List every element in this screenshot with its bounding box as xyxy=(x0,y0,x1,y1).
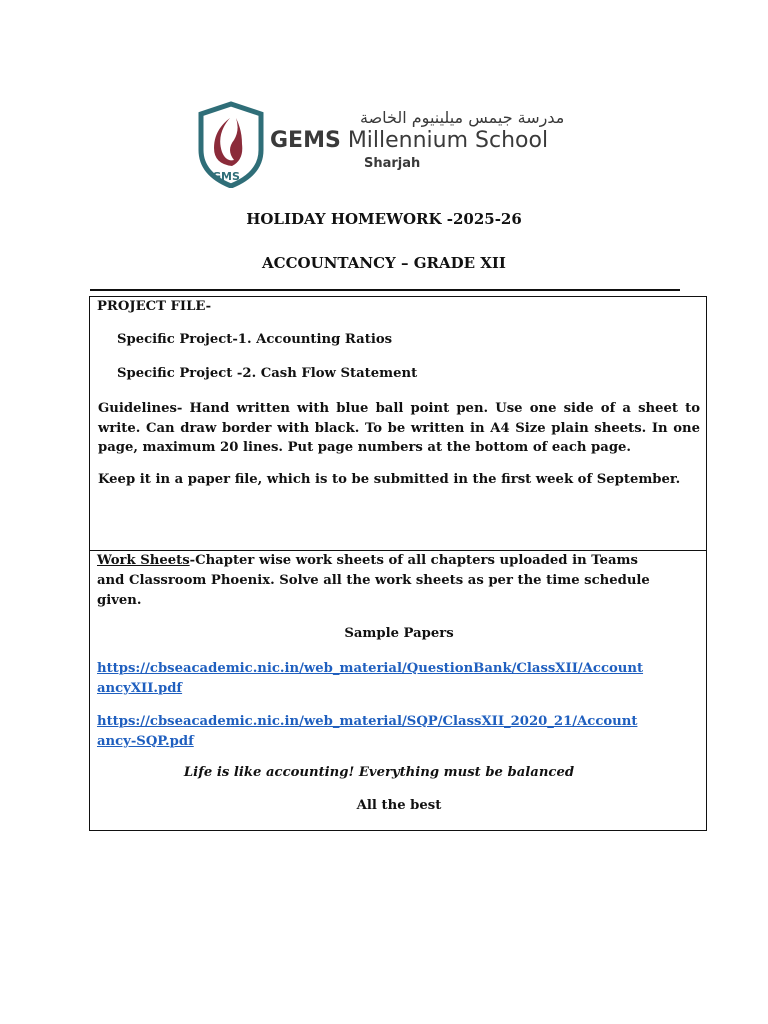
school-name-arabic: مدرسة جيمس ميلينيوم الخاصة xyxy=(360,108,565,127)
question-bank-link-line-1[interactable]: https://cbseacademic.nic.in/web_material/QuestionBank/ClassXII/Account xyxy=(97,661,644,676)
worksheets-text: -Chapter wise work sheets of all chapters uploaded in Teams xyxy=(189,553,638,568)
worksheets-line-3: given. xyxy=(97,593,142,608)
page-subtitle: ACCOUNTANCY – GRADE XII xyxy=(262,254,506,272)
question-bank-link[interactable] xyxy=(97,659,643,699)
title-divider xyxy=(90,289,680,291)
project-title: PROJECT FILE- xyxy=(97,299,212,314)
school-name-rest: Millennium School xyxy=(340,128,549,153)
project-guidelines: Guidelines- Hand written with blue ball point pen. Use one side of a sheet to write. Can draw border with black. To be written in A4 Size plain sheets. In one page, maximum 20 lines. Put page numbers at the bottom of each page. xyxy=(98,401,700,455)
question-bank-link-line-2[interactable]: ancyXII.pdf xyxy=(97,681,183,696)
school-location: Sharjah xyxy=(364,156,421,171)
worksheets-label: Work Sheets xyxy=(97,553,190,568)
closing-text: All the best xyxy=(356,798,442,813)
sample-papers-title: Sample Papers xyxy=(344,626,454,641)
project-file-section xyxy=(89,296,707,551)
project-submission-note: Keep it in a paper file, which is to be submitted in the first week of September. xyxy=(98,472,681,487)
page-title: HOLIDAY HOMEWORK -2025-26 xyxy=(246,210,522,228)
sample-paper-link-line-2[interactable]: ancy-SQP.pdf xyxy=(97,734,194,749)
emblem-label: GMS xyxy=(212,170,240,183)
school-name xyxy=(270,128,548,153)
worksheets-section xyxy=(89,550,707,831)
school-logo xyxy=(196,100,636,192)
project-item-1: Specific Project-1. Accounting Ratios xyxy=(117,332,393,347)
worksheets-line-2: and Classroom Phoenix. Solve all the work sheets as per the time schedule xyxy=(97,573,650,588)
quote: Life is like accounting! Everything must be balanced xyxy=(183,765,575,780)
sample-paper-link-line-1[interactable]: https://cbseacademic.nic.in/web_material/SQP/ClassXII_2020_21/Account xyxy=(97,714,638,729)
sample-paper-link[interactable] xyxy=(97,712,637,752)
school-name-bold: GEMS xyxy=(270,128,341,153)
worksheets-line-1 xyxy=(97,553,638,568)
project-item-2: Specific Project -2. Cash Flow Statement xyxy=(117,366,418,381)
